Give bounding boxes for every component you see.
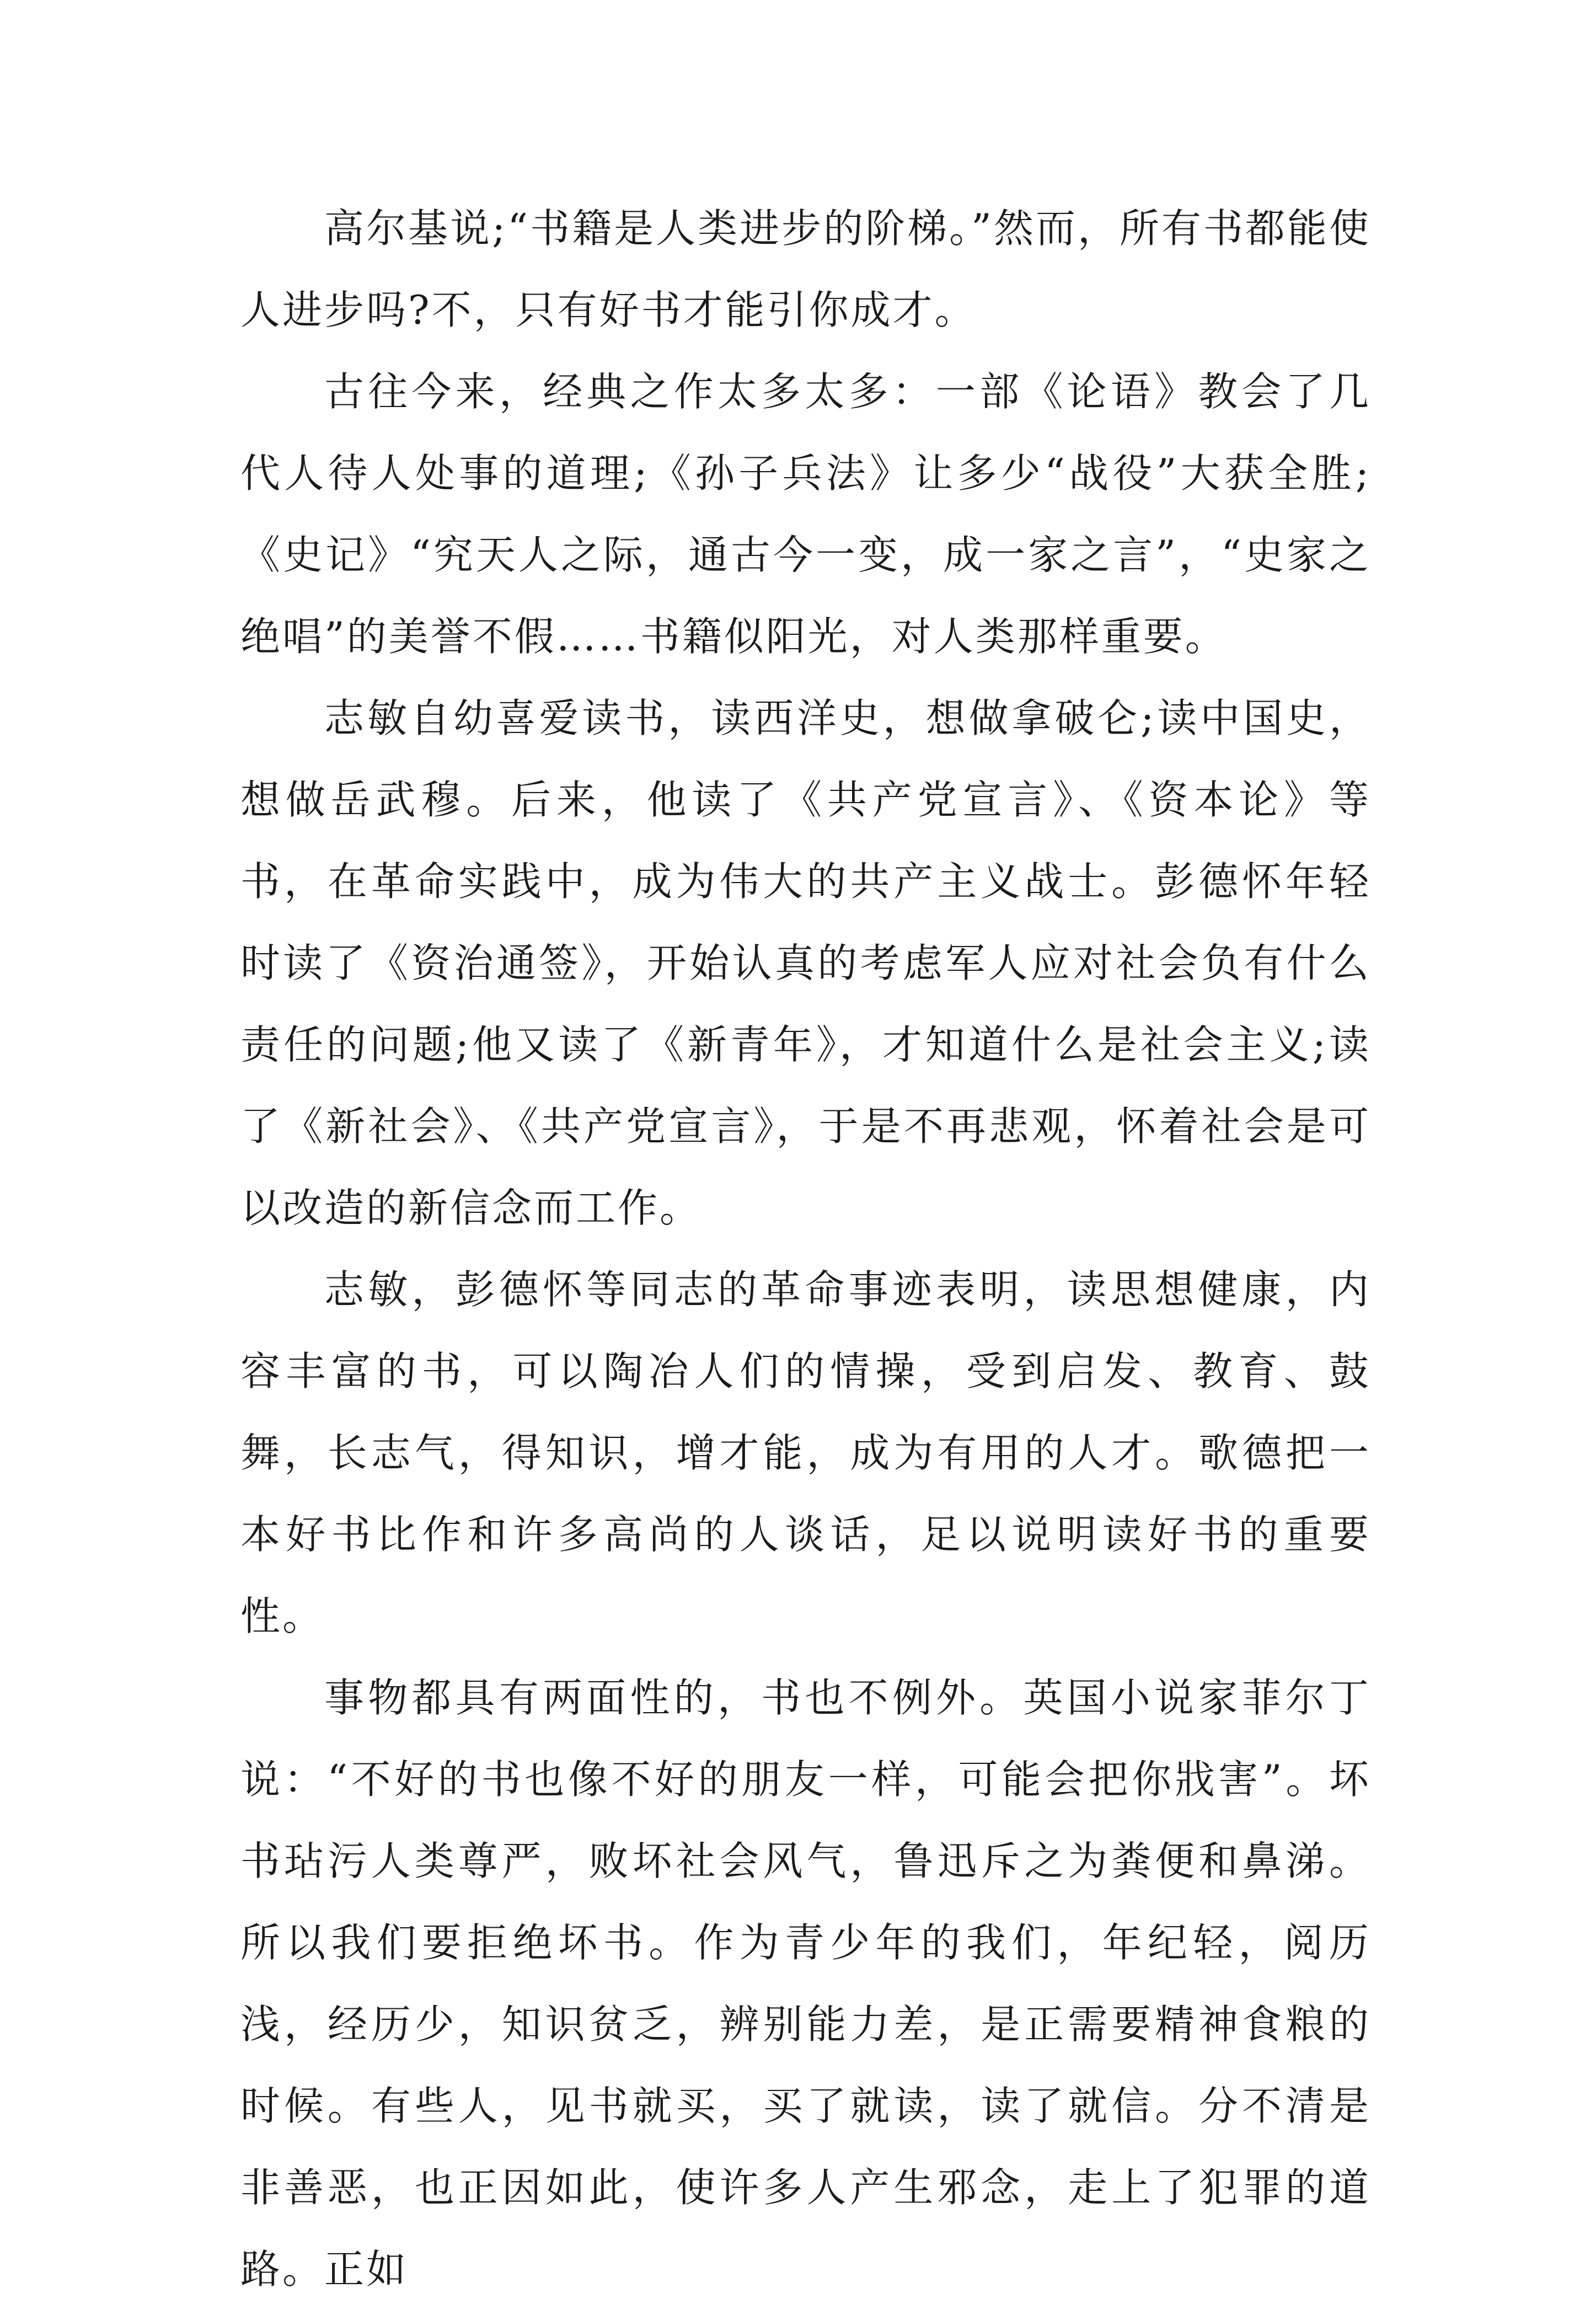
paragraph-2: 古往今来，经典之作太多太多：一部《论语》教会了几代人待人处事的道理;《孙子兵法》让多少“战役”大获全胜;《史记》“究天人之际，通古今一变，成一家之言”，“史家之绝唱”的美誉不假……书籍似阳光，对人类那样重要。: [240, 368, 1371, 660]
document-body: [240, 188, 1371, 2310]
paragraph-5: 事物都具有两面性的，书也不例外。英国小说家菲尔丁说：“不好的书也像不好的朋友一样，可能会把你戕害”。坏书玷污人类尊严，败坏社会风气，鲁迅斥之为粪便和鼻涕。所以我们要拒绝坏书。作为青少年的我们，年纪轻，阅历浅，经历少，知识贫乏，辨别能力差，是正需要精神食粮的时候。有些人，见书就买，买了就读，读了就信。分不清是非善恶，也正因如此，使许多人产生邪念，走上了犯罪的道路。正如: [240, 1675, 1371, 2292]
paragraph-1: 高尔基说;“书籍是人类进步的阶梯。”然而，所有书都能使人进步吗?不，只有好书才能引你成才。: [240, 205, 1371, 333]
paragraph-4: 志敏，彭德怀等同志的革命事迹表明，读思想健康，内容丰富的书，可以陶冶人们的情操，受到启发、教育、鼓舞，长志气，得知识，增才能，成为有用的人才。歌德把一本好书比作和许多高尚的人谈话，足以说明读好书的重要性。: [240, 1266, 1371, 1639]
paragraph-3: 志敏自幼喜爱读书，读西洋史，想做拿破仑;读中国史，想做岳武穆。后来，他读了《共产党宣言》、《资本论》等书，在革命实践中，成为伟大的共产主义战士。彭德怀年轻时读了《资治通签》，开始认真的考虑军人应对社会负有什么责任的问题;他又读了《新青年》，才知道什么是社会主义;读了《新社会》、《共产党宣言》，于是不再悲观，怀着社会是可以改造的新信念而工作。: [240, 695, 1371, 1231]
